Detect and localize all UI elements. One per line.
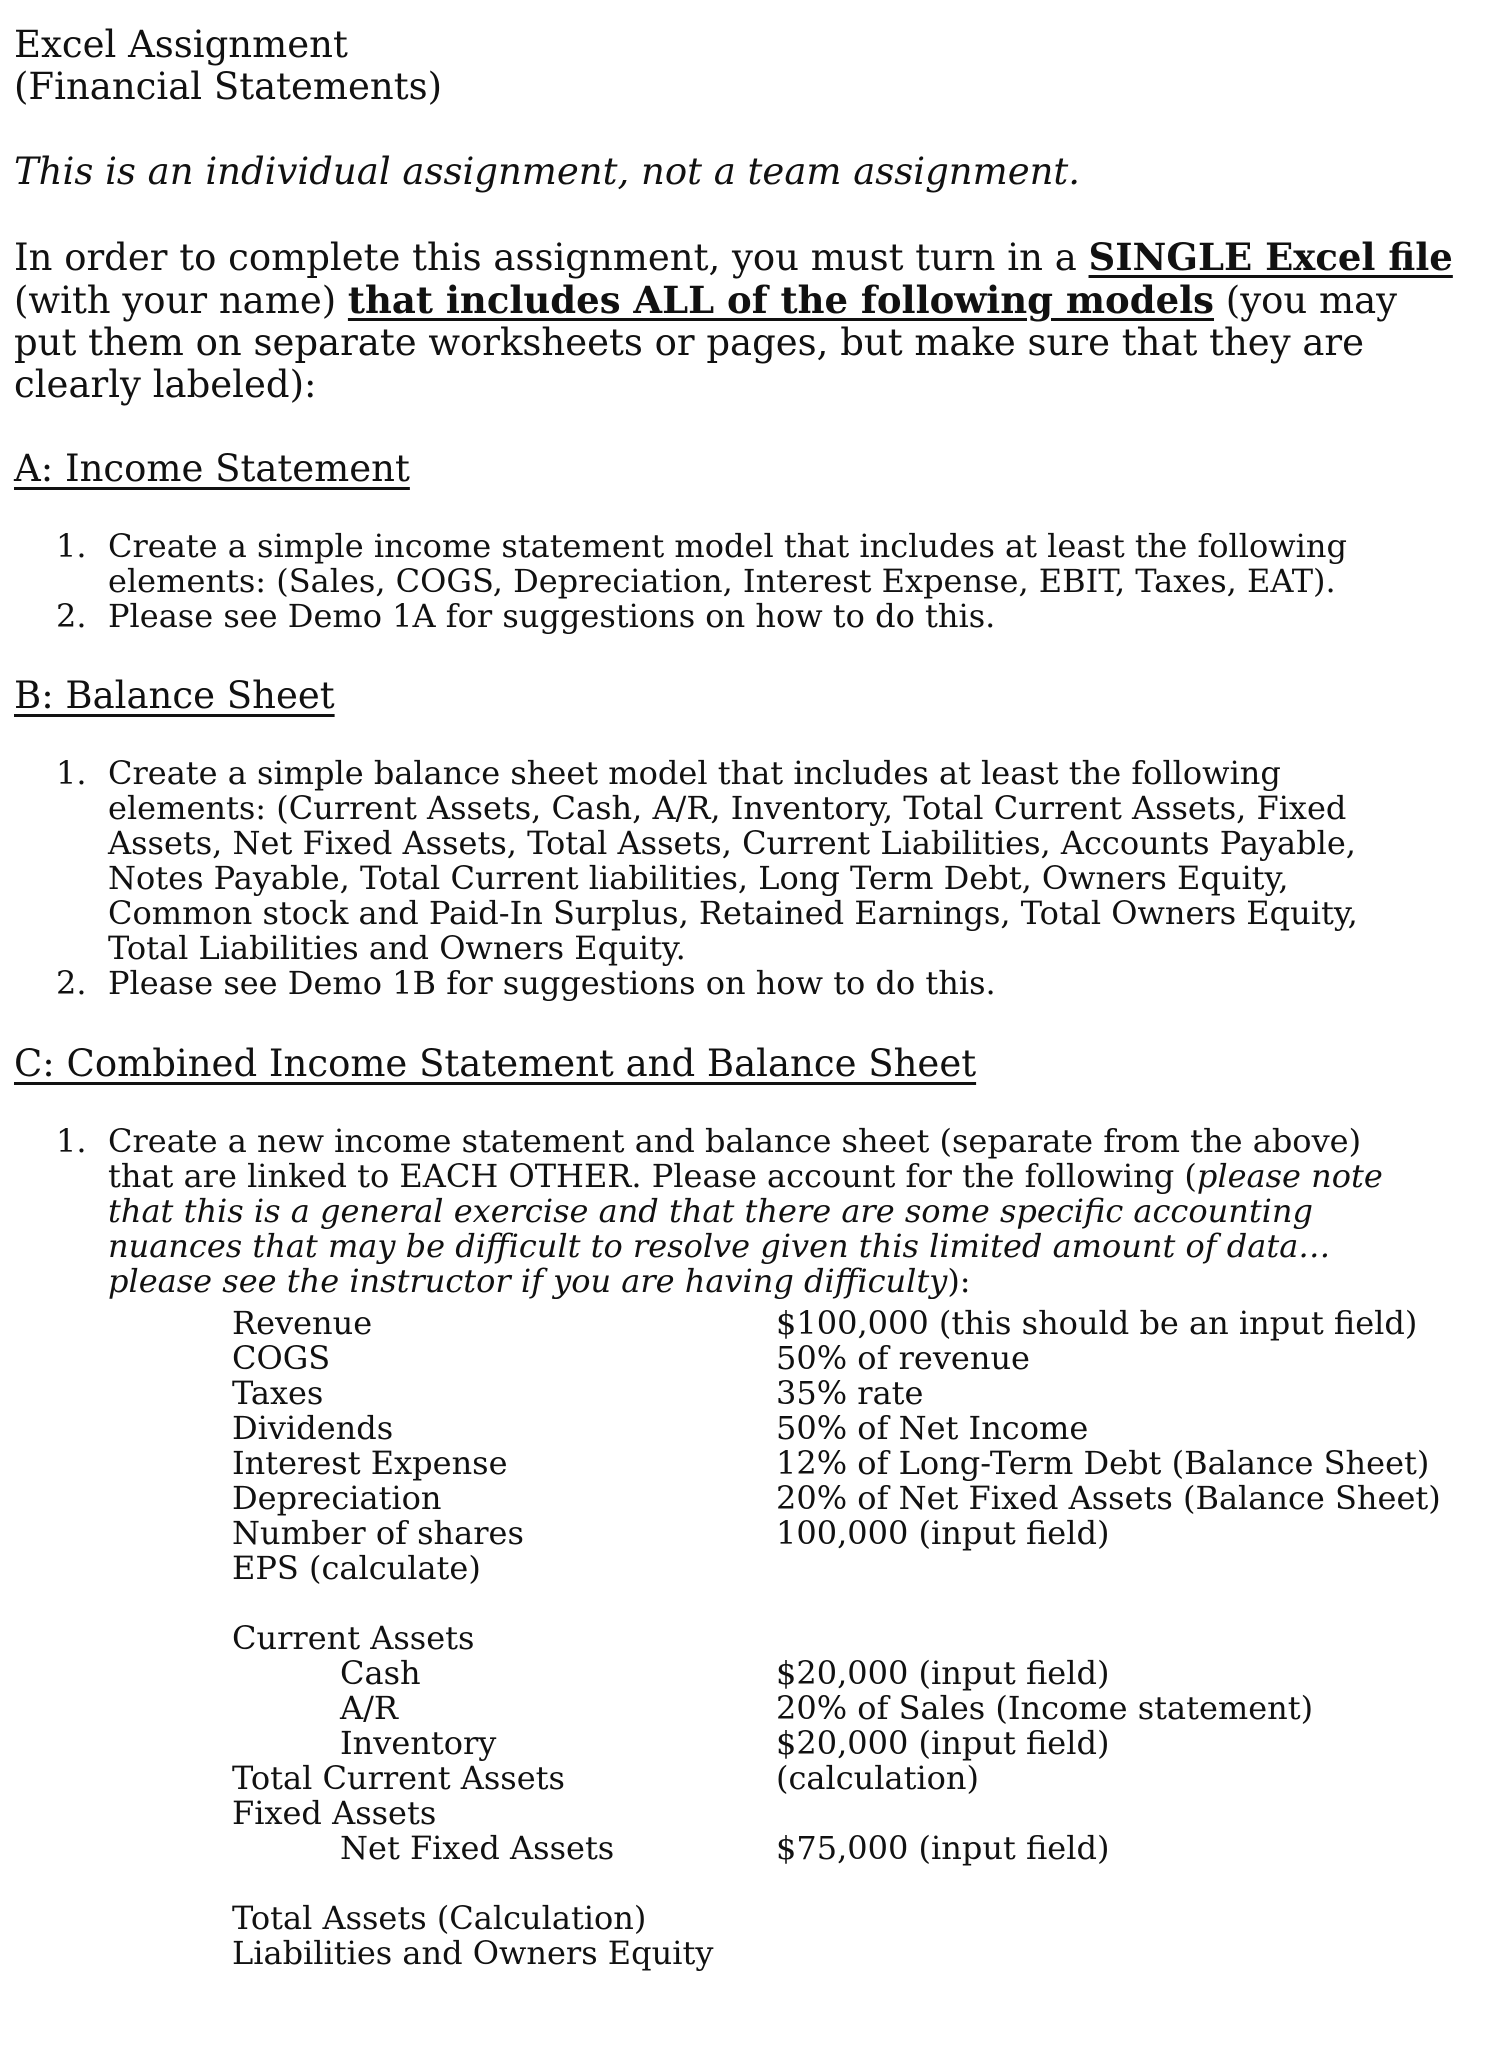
cogs-label: COGS [232,1339,331,1377]
intro-emphasis-2: that includes ALL of the following models [347,278,1215,322]
document-title [14,24,442,108]
section-a-list [0,529,1428,634]
title-line-2: (Financial Statements) [14,65,443,108]
total-assets-label: Total Assets (Calculation) [232,1899,647,1937]
cogs-value: 50% of revenue [776,1339,1030,1377]
individual-note: This is an individual assignment, not a team assignment. [14,150,1081,193]
shares-label: Number of shares [232,1514,524,1552]
interest-value: 12% of Long-Term Debt (Balance Sheet) [776,1444,1430,1482]
dividends-label: Dividends [232,1409,394,1447]
list-item: 1. Create a new income statement and balance sheet (separate from the above) that are linked to EACH OTHER. Please account for the following (please note that this is a general exercise and that there are some specific accounting nuances that may be difficult to resolve given this limited amount of data…please see the instructor if you are having difficulty): [56,1122,1383,1300]
section-b-heading: B: Balance Sheet [14,674,335,717]
taxes-label: Taxes [232,1374,324,1412]
liabilities-equity-label: Liabilities and Owners Equity [232,1934,714,1972]
list-item: 1. Create a simple balance sheet model that includes at least the following elements: (Current Assets, Cash, A/R, Inventory, Total Current Assets, Fixed Assets, Net Fixed Assets, Total Assets, Current Liabilities, Accounts Payable, Notes Payable, Total Current liabilities, Long Term Debt, Owners Equity, Common stock and Paid-In Surplus, Retained Earnings, Total Owners Equity, Total Liabilities and Owners Equity. [56,754,1358,967]
depreciation-label: Depreciation [232,1479,442,1517]
cash-value: $20,000 (input field) [776,1654,1110,1692]
intro-part-1: In order to complete this assignment, you must turn in a [14,236,1089,279]
intro-emphasis-1: SINGLE Excel file [1088,235,1453,279]
total-current-assets-label: Total Current Assets [232,1759,565,1797]
revenue-value: $100,000 (this should be an input field) [776,1304,1418,1342]
ar-label: A/R [340,1689,398,1727]
title-line-1: Excel Assignment [14,23,348,66]
section-c-heading: C: Combined Income Statement and Balance Sheet [14,1042,977,1085]
list-item: 1. Create a simple income statement model that includes at least the following elements: (Sales, COGS, Depreciation, Interest Expense, EBIT, Taxes, EAT). [56,527,1347,600]
list-item: 2. Please see Demo 1A for suggestions on how to do this. [56,597,996,635]
shares-value: 100,000 (input field) [776,1514,1110,1552]
intro-paragraph [14,236,1454,406]
dividends-value: 50% of Net Income [776,1409,1089,1447]
intro-part-3: (you may put them on separate worksheets or pages, but make sure that they are clearly labeled): [14,279,1398,406]
taxes-value: 35% rate [776,1374,924,1412]
section-c-list [0,1124,1428,1299]
net-fixed-assets-value: $75,000 (input field) [776,1829,1110,1867]
cash-label: Cash [340,1654,421,1692]
interest-label: Interest Expense [232,1444,508,1482]
eps-label: EPS (calculate) [232,1549,481,1587]
revenue-label: Revenue [232,1304,373,1342]
inventory-label: Inventory [340,1724,497,1762]
fixed-assets-label: Fixed Assets [232,1794,437,1832]
ar-value: 20% of Sales (Income statement) [776,1689,1314,1727]
net-fixed-assets-label: Net Fixed Assets [340,1829,615,1867]
depreciation-value: 20% of Net Fixed Assets (Balance Sheet) [776,1479,1441,1517]
total-current-assets-value: (calculation) [776,1759,980,1797]
section-a-heading: A: Income Statement [14,447,410,490]
current-assets-label: Current Assets [232,1619,475,1657]
section-b-list [0,756,1428,1001]
inventory-value: $20,000 (input field) [776,1724,1110,1762]
intro-part-2: (with your name) [14,279,348,322]
list-item: 2. Please see Demo 1B for suggestions on how to do this. [56,964,996,1002]
